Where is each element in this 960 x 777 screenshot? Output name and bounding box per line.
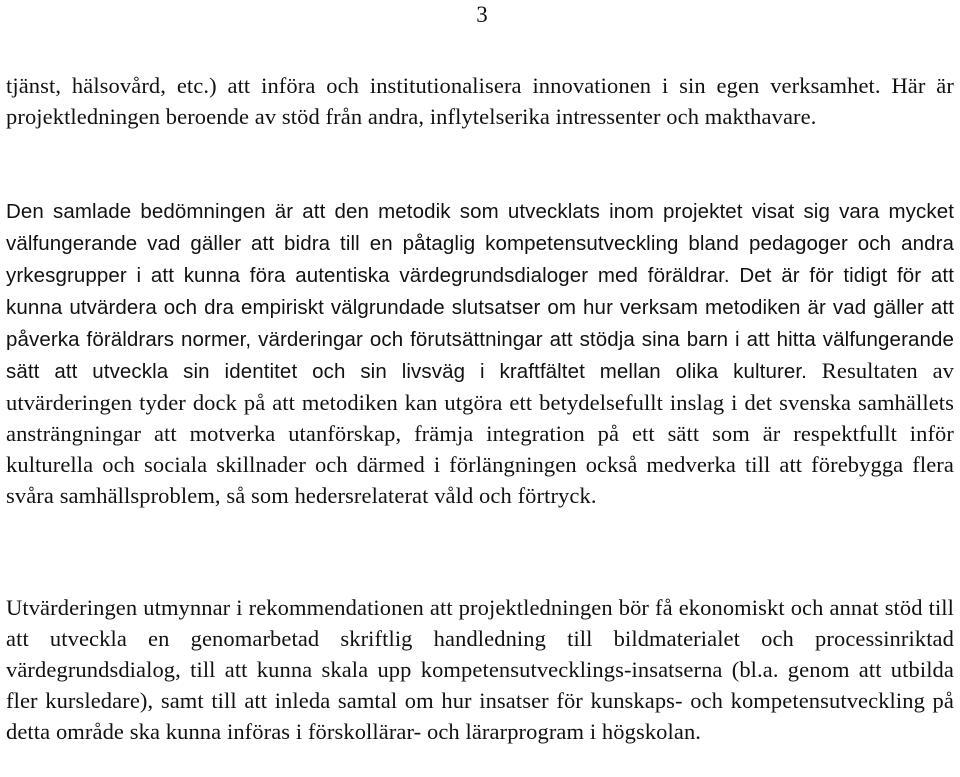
paragraph-2-sans-run: Den samlade bedömningen är att den metodik som utvecklats inom projektet visat sig vara mycket välfungerande vad gäller att bidra till en påtaglig kompetensutveckling bland pedagoger och andra yrkesgrupper i att kunna föra autentiska värdegrundsdialoger med föräldrar. [6, 200, 954, 287]
paragraph-2 [6, 195, 954, 511]
paragraph-2-serif-run: Resultaten av utvärderingen tyder dock på att metodiken kan utgöra ett betydelsefullt inslag i det svenska samhällets ansträngningar att motverka utanförskap, främja integration på ett sätt som är respektfullt inför kulturella och sociala skillnader och därmed i förlängningen också medverka till att förebygga flera svåra samhällsproblem, så som hedersrelaterat våld och förtryck. [6, 358, 955, 508]
paragraph-3: Utvärderingen utmynnar i rekommendationen att projektledningen bör få ekonomiskt och annat stöd till att utveckla en genomarbetad skriftlig handledning till bildmaterialet och processinriktad värdegrundsdialog, till att kunna skala upp kompetensutvecklings-insatserna (bl.a. genom att utbilda fler kursledare), samt till att inleda samtal om hur insatser för kunskaps- och kompetensutveckling på detta område ska kunna införas i förskollärar- och lärarprogram i högskolan. [6, 595, 954, 744]
paragraph-1: tjänst, hälsovård, etc.) att införa och institutionalisera innovationen i sin egen verksamhet. Här är projektledningen beroende av stöd från andra, inflytelserika intressenter och makthavare. [6, 73, 954, 129]
paragraph-2-sans-run-continued: Det är för tidigt för att kunna utvärdera och dra empiriskt välgrundade slutsatser om hur verksam metodiken är vad gäller att påverka föräldrars normer, värderingar och förutsättningar att stödja sina barn i att hitta välfungerande sätt att utveckla sin identitet och sin livsväg i kraftfältet mellan olika kulturer. [6, 264, 954, 383]
page-number: 3 [476, 2, 488, 27]
